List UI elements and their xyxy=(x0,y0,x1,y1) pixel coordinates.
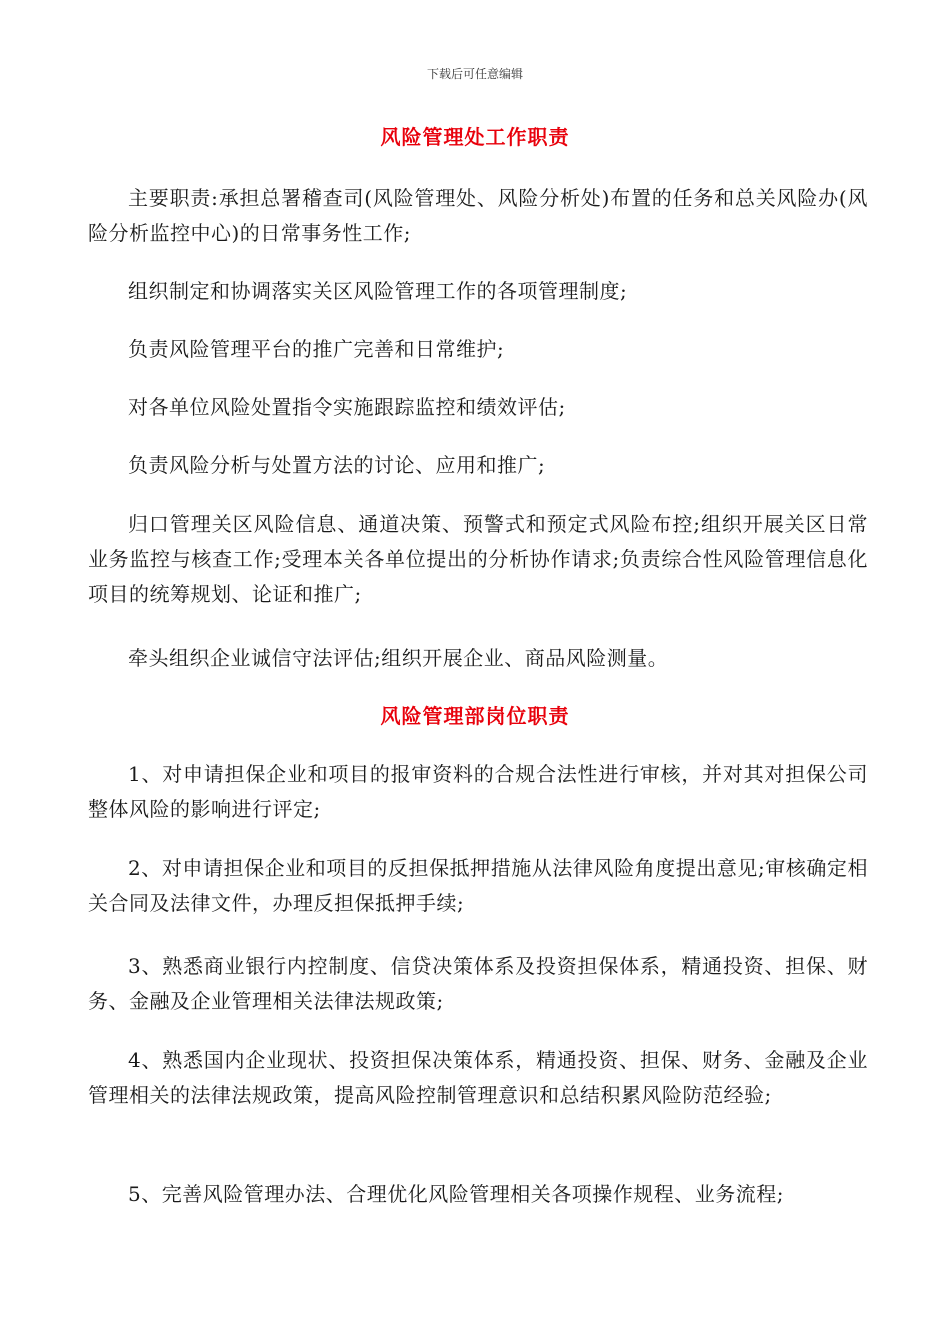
paragraph: 牵头组织企业诚信守法评估;组织开展企业、商品风险测量。 xyxy=(128,646,669,670)
section-title-office: 风险管理处工作职责 xyxy=(380,125,570,149)
paragraph: 对各单位风险处置指令实施跟踪监控和绩效评估; xyxy=(128,395,566,419)
paragraph: 主要职责:承担总署稽查司(风险管理处、风险分析处)布置的任务和总关风险办(风险分析监控中心)的日常事务性工作; xyxy=(88,186,868,245)
paragraph: 3、熟悉商业银行内控制度、信贷决策体系及投资担保体系，精通投资、担保、财务、金融及企业管理相关法律法规政策; xyxy=(88,954,868,1013)
paragraph: 负责风险分析与处置方法的讨论、应用和推广; xyxy=(128,453,546,477)
paragraph: 5、完善风险管理办法、合理优化风险管理相关各项操作规程、业务流程; xyxy=(128,1182,784,1206)
header-note: 下载后可任意编辑 xyxy=(426,67,523,81)
paragraph: 负责风险管理平台的推广完善和日常维护; xyxy=(128,337,505,361)
paragraph: 1、对申请担保企业和项目的报审资料的合规合法性进行审核，并对其对担保公司整体风险的影响进行评定; xyxy=(88,762,868,821)
paragraph: 4、熟悉国内企业现状、投资担保决策体系，精通投资、担保、财务、金融及企业管理相关的法律法规政策，提高风险控制管理意识和总结积累风险防范经验; xyxy=(88,1048,868,1107)
paragraph: 2、对申请担保企业和项目的反担保抵押措施从法律风险角度提出意见;审核确定相关合同及法律文件，办理反担保抵押手续; xyxy=(88,856,868,915)
paragraph: 归口管理关区风险信息、通道决策、预警式和预定式风险布控;组织开展关区日常业务监控与核查工作;受理本关各单位提出的分析协作请求;负责综合性风险管理信息化项目的统筹规划、论证和推广; xyxy=(88,512,868,606)
section-title-department: 风险管理部岗位职责 xyxy=(380,704,570,728)
paragraph: 组织制定和协调落实关区风险管理工作的各项管理制度; xyxy=(128,279,628,303)
